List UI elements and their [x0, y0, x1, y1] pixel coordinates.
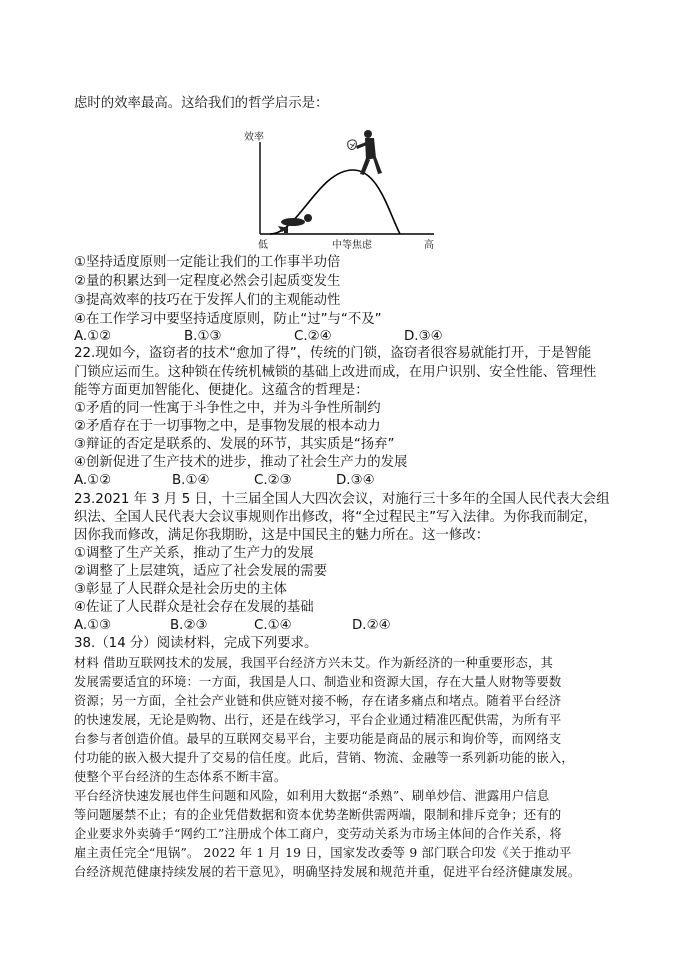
x-axis-mid-label: 中等焦虑	[332, 240, 372, 251]
q22-stem: 22.现如今，盗窃者的技术“愈加了得”，传统的门锁，盗窃者很容易就能打开，于是智能	[74, 346, 592, 361]
q38-material-line: 的快速发展，无论是购物、出行，还是在线学习，平台企业通过精准匹配供需，为所有平	[74, 713, 562, 727]
q23-statement: ③彰显了人民群众是社会历史的主体	[74, 582, 287, 597]
q38-material-line: 使整个平台经济的生态体系不断丰富。	[74, 770, 287, 784]
option-a: A.①②	[74, 329, 112, 344]
q23-statement: ④佐证了人民群众是社会存在发展的基础	[74, 600, 314, 615]
q38-material-line: 付功能的嵌入极大提升了交易的信任度。此后，营销、物流、金融等一系列新功能的嵌入，	[74, 751, 574, 765]
q38-material-line: 等问题屡禁不止；有的企业凭借数据和资本优势垄断供需两端，限制和排斥竞争；还有的	[74, 808, 562, 822]
q38-material-line: 台经济规范健康持续发展的若干意见》，明确坚持发展和规范并重，促进平台经济健康发展。	[74, 865, 581, 879]
x-axis-high-label: 高	[424, 240, 434, 251]
q21-statement: ②量的积累达到一定程度必然会引起质变发生	[74, 274, 341, 289]
q38-material-line: 雇主责任完全“甩锅”。 2022 年 1 月 19 日，国家发改委等 9 部门联合印发《关于推动平	[74, 846, 572, 860]
q38-material-line: 平台经济快速发展也伴生问题和风险，如利用大数据“杀熟”、刷单炒信、泄露用户信息	[74, 789, 550, 803]
q22-stem: 门锁应运而生。这种锁在传统机械锁的基础上改进而成，在用户识别、安全性能、管理性	[74, 365, 597, 380]
q38-material-line: 企业要求外卖骑手“网约工”注册成个体工商户，变劳动关系为市场主体间的合作关系，将	[74, 827, 562, 841]
q22-stem: 能等方面更加智能化、便捷化。这蕴含的哲理是：	[74, 383, 369, 398]
option-d: D.②④	[352, 618, 391, 633]
q38-material-line: 台参与者创造价值。最早的互联网交易平台，主要功能是商品的展示和询价等，而网络支	[74, 732, 562, 746]
option-d: D.③④	[404, 329, 443, 344]
q23-stem: 因你我而修改，满足你我期盼，这是中国民主的魅力所在。这一修改：	[74, 528, 490, 543]
q23-statement: ①调整了生产关系，推动了生产力的发展	[74, 546, 314, 561]
q23-stem: 23.2021 年 3 月 5 日，十三届全国人大四次会议，对施行三十多年的全国人民代表大会组	[74, 492, 610, 507]
option-c: C.②④	[294, 329, 332, 344]
option-b: B.①④	[172, 473, 210, 488]
q38-material-line: 材料 借助互联网技术的发展，我国平台经济方兴未艾。作为新经济的一种重要形态，其	[74, 656, 553, 670]
curve-chart	[248, 130, 448, 250]
lying-person-illustration	[278, 214, 312, 233]
q38-material-line: 发展需要适宜的环境：一方面，我国是人口、制造业和资源大国，存在大量人财物等要数	[74, 675, 562, 689]
q21-statement: ①坚持适度原则一定能让我们的工作事半功倍	[74, 255, 341, 270]
q23-statement: ②调整了上层建筑，适应了社会发展的需要	[74, 564, 328, 579]
option-a: A.①②	[74, 473, 112, 488]
q22-statement: ④创新促进了生产技术的进步，推动了社会生产力的发展	[74, 455, 408, 470]
q38-material-line: 资源；另一方面，全社会产业链和供应链对接不畅，存在诸多痛点和堵点。随着平台经济	[74, 694, 562, 708]
x-axis-low-label: 低	[258, 240, 268, 251]
intro-line: 虑时的效率最高。这给我们的哲学启示是：	[74, 96, 329, 111]
option-a: A.①③	[74, 618, 112, 633]
option-b: B.②③	[170, 618, 208, 633]
q22-statement: ②矛盾存在于一切事物之中，是事物发展的根本动力	[74, 419, 381, 434]
q21-statement: ③提高效率的技巧在于发挥人们的主观能动性	[74, 293, 341, 308]
q22-statement: ①矛盾的同一性寓于斗争性之中，并为斗争性所制约	[74, 401, 381, 416]
option-c: C.②③	[254, 473, 292, 488]
efficiency-anxiety-figure	[244, 130, 448, 251]
option-c: C.①④	[254, 618, 292, 633]
falling-person-illustration	[348, 130, 382, 175]
q38-heading: 38.（14 分）阅读材料，完成下列要求。	[74, 636, 318, 651]
q23-stem: 织法、全国人民代表大会议事规则作出修改，将“全过程民主”写入法律。为你我而制定，	[74, 510, 597, 525]
option-d: D.③④	[336, 473, 375, 488]
q22-statement: ③辩证的否定是联系的、发展的环节，其实质是“扬弃”	[74, 437, 395, 452]
y-axis-label: 效率	[244, 132, 264, 143]
q21-statement: ④在工作学习中要坚持适度原则，防止“过”与“不及”	[74, 312, 382, 327]
option-b: B.①③	[184, 329, 222, 344]
